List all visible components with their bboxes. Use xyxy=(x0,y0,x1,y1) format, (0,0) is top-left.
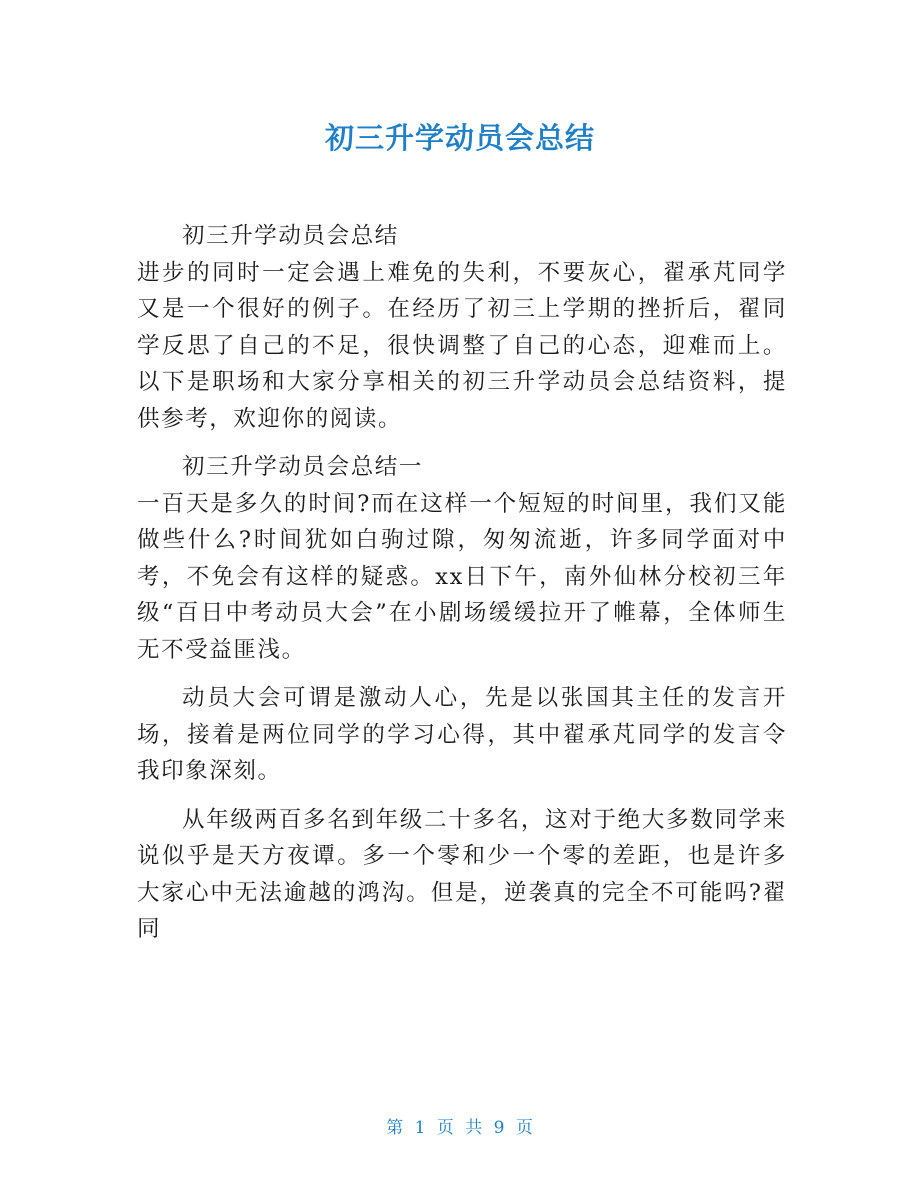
paragraph-body-2: 动员大会可谓是激动人心，先是以张国其主任的发言开场，接着是两位同学的学习心得，其中翟承芃同学的发言令我印象深刻。 xyxy=(137,685,787,784)
page-number-footer: 第 1 页 共 9 页 xyxy=(386,1118,534,1138)
paragraph-body-1: 一百天是多久的时间?而在这样一个短短的时间里，我们又能做些什么?时间犹如白驹过隙，匆匆流逝，许多同学面对中考，不免会有这样的疑惑。xx日下午，南外仙林分校初三年级“百日中考动员大会”在小剧场缓缓拉开了帷幕，全体师生无不受益匪浅。 xyxy=(137,490,787,663)
paragraph-intro: 进步的同时一定会遇上难免的失利，不要灰心，翟承芃同学又是一个很好的例子。在经历了初三上学期的挫折后，翟同学反思了自己的不足，很快调整了自己的心态，迎难而上。以下是职场和大家分享相关的初三升学动员会总结资料，提供参考，欢迎你的阅读。 xyxy=(137,259,787,432)
document-body xyxy=(137,218,787,948)
paragraph-body-3: 从年级两百多名到年级二十多名，这对于绝大多数同学来说似乎是天方夜谭。多一个零和少一个零的差距，也是许多大家心中无法逾越的鸿沟。但是，逆袭真的完全不可能吗?翟同 xyxy=(137,806,787,942)
paragraph-section-heading: 初三升学动员会总结一 xyxy=(182,454,424,480)
document-title: 初三升学动员会总结 xyxy=(324,121,595,155)
paragraph-subtitle: 初三升学动员会总结 xyxy=(182,223,399,249)
